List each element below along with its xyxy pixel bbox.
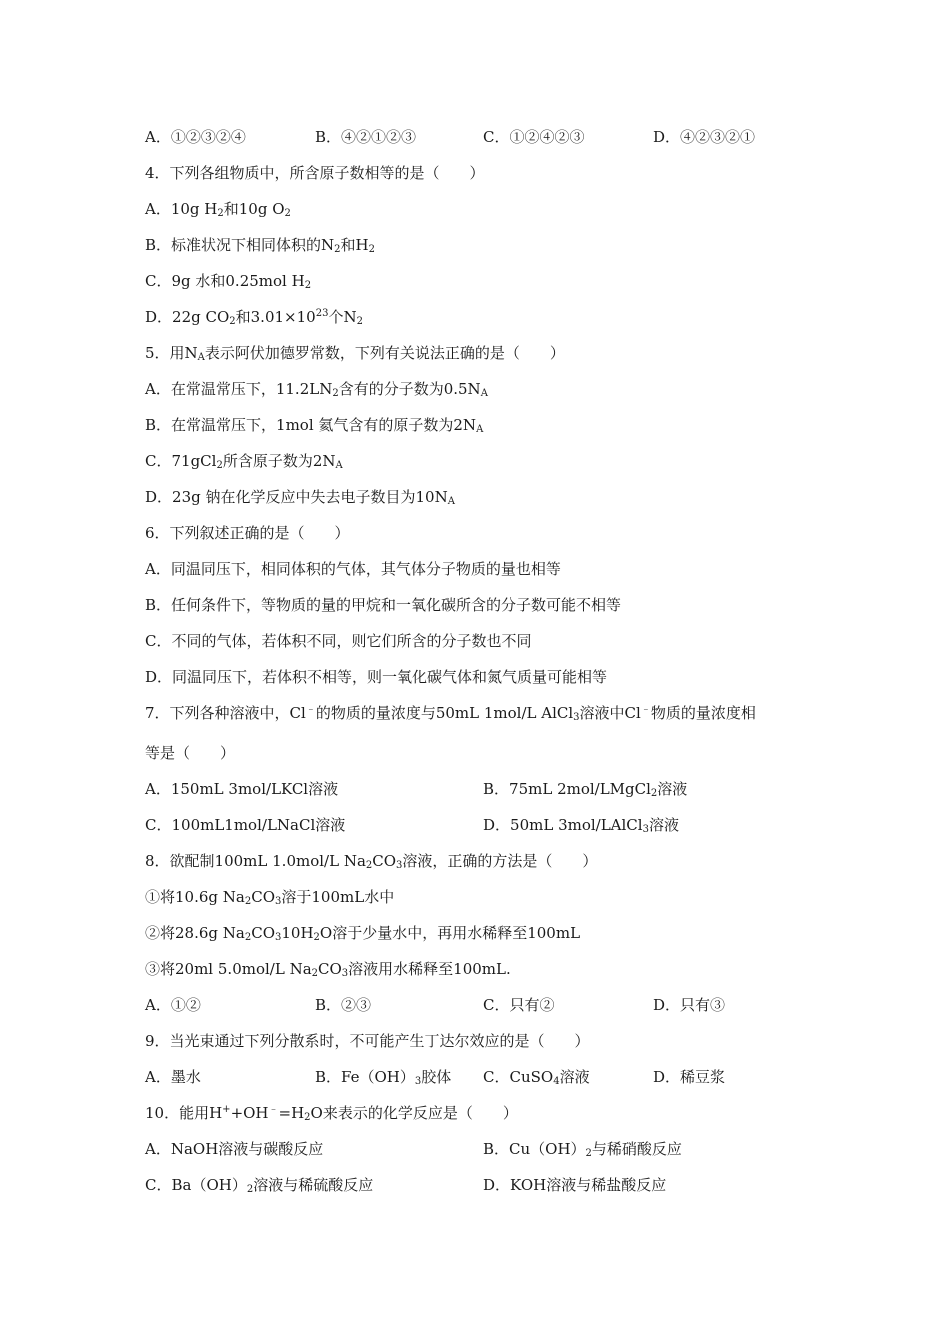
q9-option-c: C．CuSO$_4$溶液 [483, 1068, 590, 1087]
q5-option-c: C．71gCl$_2$所含原子数为$2N_A$ [145, 452, 343, 471]
q8-statement-2: ②将28.6g $Na_2CO_310H_2O$溶于少量水中，再用水稀释至100mL [145, 924, 581, 943]
q6-stem: 6．下列叙述正确的是（ ） [145, 524, 350, 542]
q8-stem: 8．欲配制100mL 1.0mol/L $Na_2CO_3$溶液，正确的方法是（ ） [145, 852, 598, 871]
q4-option-c: C．9g 水和0.25mol $H_2$ [145, 272, 312, 291]
q4-option-d: D．22g $CO_2$和$3.01\times 10^{23}$个$N_2$ [145, 308, 363, 327]
q8-option-d: D．只有③ [653, 996, 726, 1014]
q9-stem: 9．当光束通过下列分散系时，不可能产生丁达尔效应的是（ ） [145, 1032, 590, 1050]
q3-option-c: C．①②④②③ [483, 128, 585, 146]
q5-stem: 5．用$N_A$表示阿伏加德罗常数，下列有关说法正确的是（ ） [145, 344, 565, 363]
q4-stem: 4．下列各组物质中，所含原子数相等的是（ ） [145, 164, 485, 182]
q10-option-c: C．$Ba(OH)_2$溶液与稀硫酸反应 [145, 1176, 374, 1195]
q6-option-c: C．不同的气体，若体积不同，则它们所含的分子数也不同 [145, 632, 532, 650]
q3-option-d: D．④②③②① [653, 128, 756, 146]
q8-statement-1: ①将10.6g $Na_2CO_3$溶于100mL水中 [145, 888, 395, 907]
q5-option-a: A．在常温常压下，$11.2LN_2$含有的分子数为$0.5N_A$ [145, 380, 488, 399]
q8-statement-3: ③将20ml 5.0mol/L $Na_2CO_3$溶液用水稀释至100mL. [145, 960, 511, 979]
q6-option-b: B．任何条件下，等物质的量的甲烷和一氧化碳所含的分子数可能不相等 [145, 596, 622, 614]
q5-option-d: D．23g 钠在化学反应中失去电子数目为$10N_A$ [145, 488, 455, 507]
q8-option-a: A．①② [145, 996, 201, 1014]
q4-option-a: A．10g $H_2$和10g $O_2$ [145, 200, 291, 219]
q8-option-b: B．②③ [315, 996, 372, 1014]
q9-option-d: D．稀豆浆 [653, 1068, 726, 1086]
q7-option-c: C．100mL1mol/LNaCl溶液 [145, 816, 346, 834]
q6-option-a: A．同温同压下，相同体积的气体，其气体分子物质的量也相等 [145, 560, 561, 578]
q7-stem: 7．下列各种溶液中，Cl﹣的物质的量浓度与50mL 1mol/L AlCl$_3$溶液中Cl﹣物质的量浓度相 [145, 704, 756, 723]
q3-option-b: B．④②①②③ [315, 128, 417, 146]
q10-option-b: B．$Cu(OH)_2$与稀硝酸反应 [483, 1140, 682, 1159]
q10-option-a: A．NaOH溶液与碳酸反应 [145, 1140, 324, 1158]
q4-option-b: B．标准状况下相同体积的$N_2$和$H_2$ [145, 236, 375, 255]
q7-stem-continued: 等是（ ） [145, 744, 236, 762]
q9-option-a: A．墨水 [145, 1068, 201, 1086]
q5-option-b: B．在常温常压下，1mol 氦气含有的原子数为$2N_A$ [145, 416, 484, 435]
q7-option-d: D．50mL 3mol/LAlCl$_3$溶液 [483, 816, 679, 835]
q10-stem: 10．能用$H^++OH^﹣=H_2O$来表示的化学反应是（ ） [145, 1104, 518, 1123]
q10-option-d: D．KOH溶液与稀盐酸反应 [483, 1176, 667, 1194]
q9-option-b: B．$Fe(OH)_3$胶体 [315, 1068, 452, 1087]
q3-option-a: A．①②③②④ [145, 128, 246, 146]
q6-option-d: D．同温同压下，若体积不相等，则一氧化碳气体和氮气质量可能相等 [145, 668, 608, 686]
q8-option-c: C．只有② [483, 996, 555, 1014]
q7-option-b: B．75mL 2mol/LMgCl$_2$溶液 [483, 780, 688, 799]
q7-option-a: A．150mL 3mol/LKCl溶液 [145, 780, 339, 798]
